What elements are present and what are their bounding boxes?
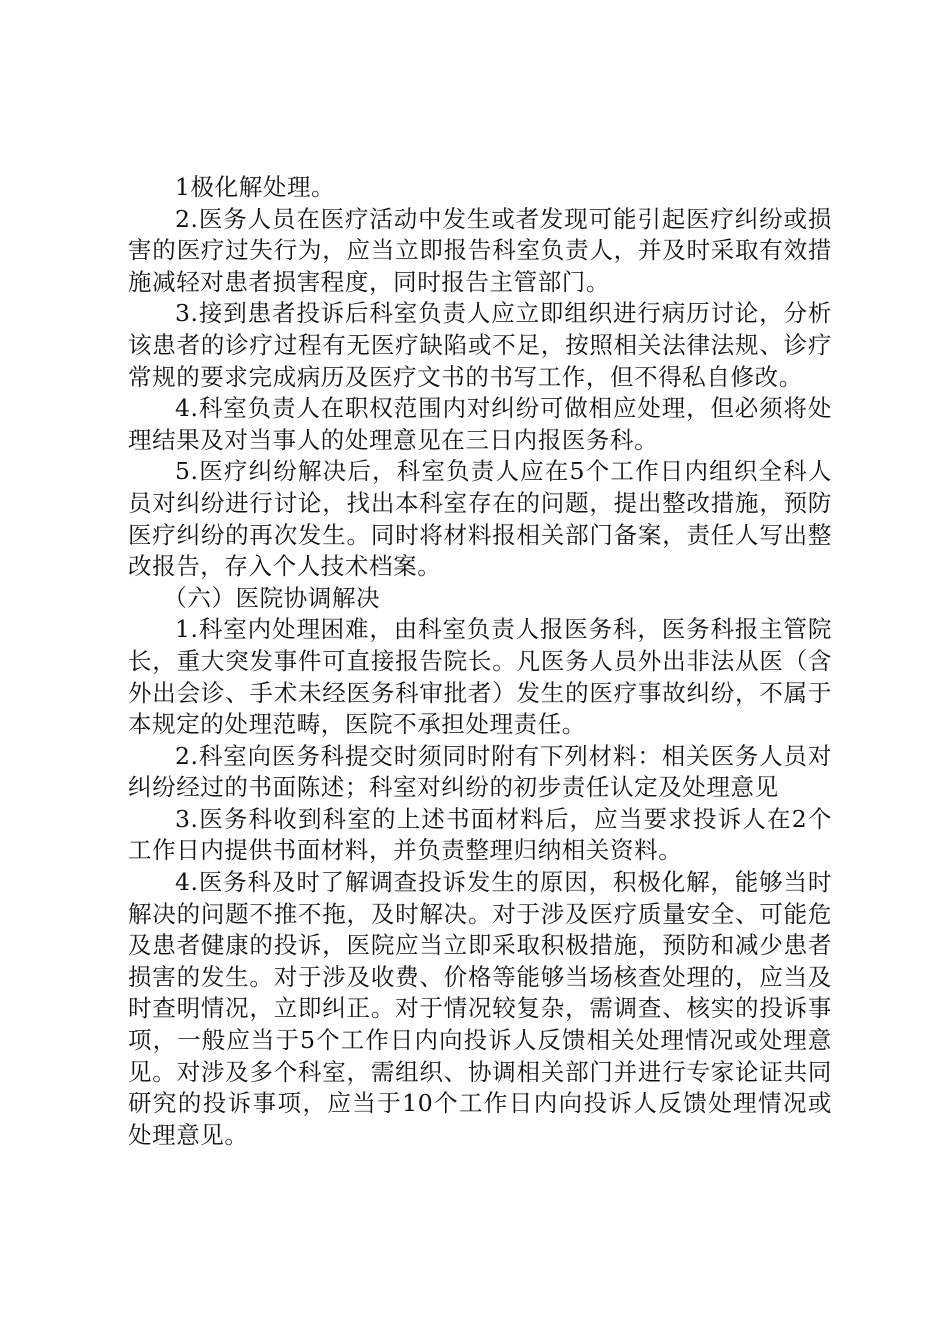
paragraph-six-item-3: 3.医务科收到科室的上述书面材料后，应当要求投诉人在2个工作日内提供书面材料，并负责整理归纳相关资料。 (128, 804, 832, 865)
paragraph-item-4: 4.科室负责人在职权范围内对纠纷可做相应处理，但必须将处理结果及对当事人的处理意见在三日内报医务科。 (128, 394, 832, 454)
paragraph-item-5: 5.医疗纠纷解决后，科室负责人应在5个工作日内组织全科人员对纠纷进行讨论，找出本科室存在的问题，提出整改措施，预防医疗纠纷的再次发生。同时将材料报相关部门备案，责任人写出整改报告，存入个人技术档案。 (128, 457, 832, 581)
paragraph-six-item-2: 2.科室向医务科提交时须同时附有下列材料：相关医务人员对纠纷经过的书面陈述；科室对纠纷的初步责任认定及处理意见 (128, 741, 832, 802)
section-heading-six: （六）医院协调解决 (163, 583, 381, 612)
paragraph-six-item-4: 4.医务科及时了解调查投诉发生的原因，积极化解，能够当时解决的问题不推不拖，及时解决。对于涉及医疗质量安全、可能危及患者健康的投诉，医院应当立即采取积极措施，预防和减少患者损害的发生。对于涉及收费、价格等能够当场核查处理的，应当及时查明情况，立即纠正。对于情况较复杂，需调查、核实的投诉事项，一般应当于5个工作日内向投诉人反馈相关处理情况或处理意见。对涉及多个科室，需组织、协调相关部门并进行专家论证共同研究的投诉事项，应当于10个工作日内向投诉人反馈处理情况或处理意见。 (128, 868, 832, 1149)
paragraph-six-item-1: 1.科室内处理困难，由科室负责人报医务科，医务科报主管院长，重大突发事件可直接报告院长。凡医务人员外出非法从医（含外出会诊、手术未经医务科审批者）发生的医疗事故纠纷，不属于本规定的处理范畴，医院不承担处理责任。 (128, 615, 832, 739)
document-body (128, 172, 832, 1151)
paragraph-item-2: 2.医务人员在医疗活动中发生或者发现可能引起医疗纠纷或损害的医疗过失行为，应当立即报告科室负责人，并及时采取有效措施减轻对患者损害程度，同时报告主管部门。 (128, 204, 832, 296)
paragraph-item-3: 3.接到患者投诉后科室负责人应立即组织进行病历讨论，分析该患者的诊疗过程有无医疗缺陷或不足，按照相关法律法规、诊疗常规的要求完成病历及医疗文书的书写工作，但不得私自修改。 (128, 299, 832, 391)
paragraph-continuation: 1极化解处理。 (175, 173, 336, 201)
